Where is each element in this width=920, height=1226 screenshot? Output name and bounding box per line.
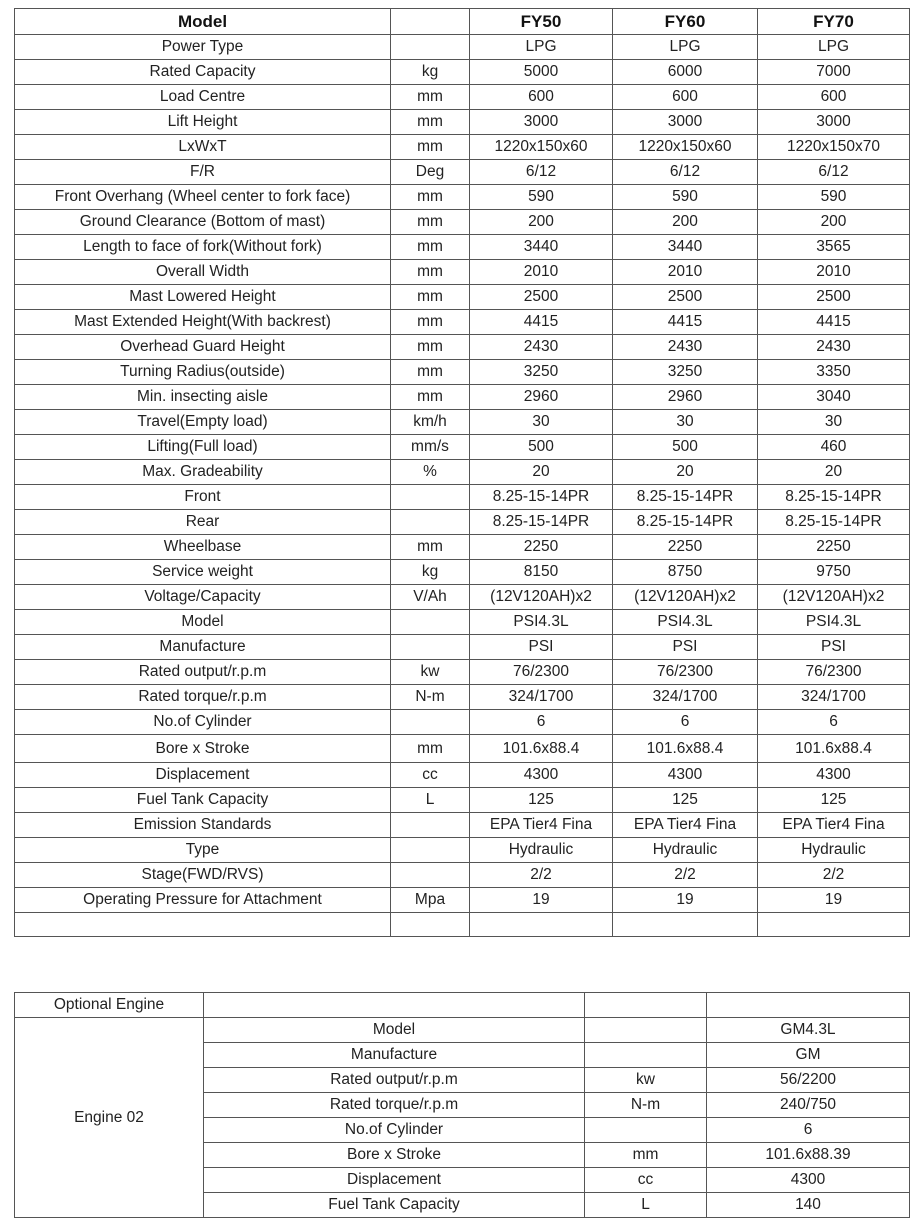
spec-label: Bore x Stroke (15, 735, 391, 763)
spec-value-fy70: 6/12 (758, 160, 910, 185)
spec-value-fy60: 76/2300 (613, 660, 758, 685)
spec-value-fy70: 460 (758, 435, 910, 460)
spec-value-fy50: 590 (470, 185, 613, 210)
spec-value-fy50: 8.25-15-14PR (470, 485, 613, 510)
spec-value-fy50: 6/12 (470, 160, 613, 185)
spec-value-fy50: 600 (470, 85, 613, 110)
spec-row (15, 360, 910, 385)
spec-label: Lift Height (15, 110, 391, 135)
spec-label: Emission Standards (15, 813, 391, 838)
spec-value-fy60: EPA Tier4 Fina (613, 813, 758, 838)
spec-value-fy60: 8750 (613, 560, 758, 585)
spec-row (15, 610, 910, 635)
spec-value-fy70: 76/2300 (758, 660, 910, 685)
spec-value-fy60: Hydraulic (613, 838, 758, 863)
spec-label: F/R (15, 160, 391, 185)
spec-value-fy50: 200 (470, 210, 613, 235)
spec-label: Fuel Tank Capacity (15, 788, 391, 813)
spec-label: Front Overhang (Wheel center to fork face) (15, 185, 391, 210)
spec-value-fy50: 6 (470, 710, 613, 735)
spec-value-fy60: 600 (613, 85, 758, 110)
spec-label: Power Type (15, 35, 391, 60)
spec-label: Lifting(Full load) (15, 435, 391, 460)
header-model-fy70: FY70 (758, 9, 910, 35)
spec-row (15, 110, 910, 135)
spec-unit (391, 710, 470, 735)
spec-value-fy60: 6/12 (613, 160, 758, 185)
spec-value-fy50: 101.6x88.4 (470, 735, 613, 763)
spec-unit: mm (391, 210, 470, 235)
spec-value-fy50: 4300 (470, 763, 613, 788)
spec-value-fy60: PSI (613, 635, 758, 660)
spec-label: Overall Width (15, 260, 391, 285)
optional-engine-value: GM4.3L (707, 1018, 910, 1043)
spec-value-fy70: 20 (758, 460, 910, 485)
spec-unit: mm (391, 135, 470, 160)
optional-engine-unit: kw (585, 1068, 707, 1093)
spec-label: Travel(Empty load) (15, 410, 391, 435)
optional-engine-unit: N-m (585, 1093, 707, 1118)
spec-unit: mm (391, 110, 470, 135)
optional-engine-row (15, 1018, 910, 1043)
spec-row (15, 335, 910, 360)
spec-unit (391, 913, 470, 937)
spec-value-fy50: 3000 (470, 110, 613, 135)
spec-value-fy60 (613, 913, 758, 937)
spec-value-fy70: 3040 (758, 385, 910, 410)
header-model-fy60: FY60 (613, 9, 758, 35)
spec-value-fy60: 2500 (613, 285, 758, 310)
spec-value-fy70: LPG (758, 35, 910, 60)
spec-value-fy70: 2250 (758, 535, 910, 560)
optional-engine-header-row (15, 993, 910, 1018)
spec-value-fy50: 30 (470, 410, 613, 435)
spec-label: Turning Radius(outside) (15, 360, 391, 385)
optional-engine-value: GM (707, 1043, 910, 1068)
spec-value-fy60: 200 (613, 210, 758, 235)
empty-cell (707, 993, 910, 1018)
spec-row (15, 385, 910, 410)
spec-value-fy50: 2250 (470, 535, 613, 560)
spec-label: Overhead Guard Height (15, 335, 391, 360)
optional-engine-label: Bore x Stroke (204, 1143, 585, 1168)
spec-value-fy60: LPG (613, 35, 758, 60)
spec-value-fy70 (758, 913, 910, 937)
spec-value-fy60: 1220x150x60 (613, 135, 758, 160)
spec-row (15, 763, 910, 788)
spec-label: Rated output/r.p.m (15, 660, 391, 685)
spec-row (15, 235, 910, 260)
spec-value-fy70: 101.6x88.4 (758, 735, 910, 763)
spec-value-fy60: 125 (613, 788, 758, 813)
spec-row (15, 135, 910, 160)
spec-unit: mm (391, 310, 470, 335)
spec-value-fy70: 2500 (758, 285, 910, 310)
spec-value-fy60: 590 (613, 185, 758, 210)
spec-value-fy70: 200 (758, 210, 910, 235)
optional-engine-label: Model (204, 1018, 585, 1043)
spec-value-fy50: PSI4.3L (470, 610, 613, 635)
spec-label: No.of Cylinder (15, 710, 391, 735)
spec-row (15, 813, 910, 838)
spec-value-fy70: Hydraulic (758, 838, 910, 863)
spec-unit: Mpa (391, 888, 470, 913)
spec-label: Ground Clearance (Bottom of mast) (15, 210, 391, 235)
spec-value-fy70: 3350 (758, 360, 910, 385)
spec-row (15, 535, 910, 560)
spec-unit (391, 863, 470, 888)
spec-row (15, 210, 910, 235)
spec-header-row (15, 9, 910, 35)
spec-value-fy70: 600 (758, 85, 910, 110)
spec-value-fy70: PSI4.3L (758, 610, 910, 635)
spec-value-fy70: 7000 (758, 60, 910, 85)
spec-value-fy60: 8.25-15-14PR (613, 510, 758, 535)
spec-unit (391, 813, 470, 838)
spec-unit: N-m (391, 685, 470, 710)
spec-row (15, 788, 910, 813)
optional-engine-value: 101.6x88.39 (707, 1143, 910, 1168)
spec-unit (391, 35, 470, 60)
spec-row (15, 685, 910, 710)
spec-row (15, 635, 910, 660)
spec-value-fy70: EPA Tier4 Fina (758, 813, 910, 838)
spec-value-fy70: 19 (758, 888, 910, 913)
spec-value-fy50: 4415 (470, 310, 613, 335)
spec-row (15, 560, 910, 585)
spec-value-fy60: 6 (613, 710, 758, 735)
spec-value-fy50: 19 (470, 888, 613, 913)
spec-label: Rated Capacity (15, 60, 391, 85)
spec-unit: L (391, 788, 470, 813)
spec-value-fy50: 20 (470, 460, 613, 485)
optional-engine-value: 140 (707, 1193, 910, 1218)
spec-value-fy60: 4300 (613, 763, 758, 788)
spec-value-fy60: 20 (613, 460, 758, 485)
spec-value-fy50: EPA Tier4 Fina (470, 813, 613, 838)
spec-unit: km/h (391, 410, 470, 435)
spec-unit: mm (391, 235, 470, 260)
spec-value-fy60: 2/2 (613, 863, 758, 888)
spec-value-fy60: 3250 (613, 360, 758, 385)
spec-value-fy60: 3000 (613, 110, 758, 135)
spec-label: Length to face of fork(Without fork) (15, 235, 391, 260)
optional-engine-unit: L (585, 1193, 707, 1218)
spec-label: Front (15, 485, 391, 510)
spec-label: Min. insecting aisle (15, 385, 391, 410)
spec-row (15, 60, 910, 85)
optional-engine-label: No.of Cylinder (204, 1118, 585, 1143)
optional-engine-unit: mm (585, 1143, 707, 1168)
spec-unit: mm/s (391, 435, 470, 460)
spec-unit (391, 510, 470, 535)
spec-value-fy50: 2010 (470, 260, 613, 285)
spec-value-fy70: 30 (758, 410, 910, 435)
spec-value-fy60: PSI4.3L (613, 610, 758, 635)
spec-table (14, 8, 910, 937)
engine-group-label: Engine 02 (15, 1018, 204, 1218)
spec-unit (391, 838, 470, 863)
empty-cell (585, 993, 707, 1018)
spec-value-fy50: 2430 (470, 335, 613, 360)
spec-value-fy70: 324/1700 (758, 685, 910, 710)
spec-unit: kg (391, 60, 470, 85)
spec-value-fy50: 125 (470, 788, 613, 813)
optional-engine-label: Rated torque/r.p.m (204, 1093, 585, 1118)
spec-table-body (15, 9, 910, 937)
spec-value-fy70: (12V120AH)x2 (758, 585, 910, 610)
spec-value-fy70: 8.25-15-14PR (758, 510, 910, 535)
spec-value-fy60: 6000 (613, 60, 758, 85)
optional-engine-unit: cc (585, 1168, 707, 1193)
spec-value-fy50: 324/1700 (470, 685, 613, 710)
spec-value-fy50: Hydraulic (470, 838, 613, 863)
spec-value-fy70: 2010 (758, 260, 910, 285)
spec-row (15, 863, 910, 888)
spec-row (15, 160, 910, 185)
spec-value-fy70: 125 (758, 788, 910, 813)
spec-value-fy60: 101.6x88.4 (613, 735, 758, 763)
spec-unit: Deg (391, 160, 470, 185)
optional-engine-label: Manufacture (204, 1043, 585, 1068)
spec-value-fy70: 4415 (758, 310, 910, 335)
spec-label: Wheelbase (15, 535, 391, 560)
spec-label: Operating Pressure for Attachment (15, 888, 391, 913)
spec-unit (391, 485, 470, 510)
spec-value-fy60: 4415 (613, 310, 758, 335)
optional-engine-label: Fuel Tank Capacity (204, 1193, 585, 1218)
spec-value-fy50: 1220x150x60 (470, 135, 613, 160)
spec-value-fy70: 2/2 (758, 863, 910, 888)
spec-unit (391, 635, 470, 660)
spec-value-fy70: 3000 (758, 110, 910, 135)
spec-row (15, 460, 910, 485)
spec-label: Displacement (15, 763, 391, 788)
spec-unit: cc (391, 763, 470, 788)
spec-label: Max. Gradeability (15, 460, 391, 485)
spec-value-fy70: 4300 (758, 763, 910, 788)
spec-value-fy60: 500 (613, 435, 758, 460)
spec-label (15, 913, 391, 937)
optional-engine-value: 56/2200 (707, 1068, 910, 1093)
optional-engine-unit (585, 1018, 707, 1043)
spec-row (15, 660, 910, 685)
spec-value-fy60: (12V120AH)x2 (613, 585, 758, 610)
spec-value-fy50: 8150 (470, 560, 613, 585)
spec-row (15, 735, 910, 763)
spec-unit: V/Ah (391, 585, 470, 610)
spec-row (15, 85, 910, 110)
spec-value-fy60: 30 (613, 410, 758, 435)
spec-value-fy70: 590 (758, 185, 910, 210)
spec-row (15, 510, 910, 535)
spec-value-fy70: 8.25-15-14PR (758, 485, 910, 510)
optional-engine-unit (585, 1118, 707, 1143)
spec-value-fy60: 19 (613, 888, 758, 913)
spec-row (15, 485, 910, 510)
spec-unit: mm (391, 260, 470, 285)
spec-row (15, 185, 910, 210)
spec-row (15, 35, 910, 60)
spec-unit: mm (391, 185, 470, 210)
optional-engine-value: 6 (707, 1118, 910, 1143)
spec-unit: mm (391, 85, 470, 110)
spec-value-fy70: 9750 (758, 560, 910, 585)
spec-value-fy60: 2250 (613, 535, 758, 560)
spec-value-fy70: PSI (758, 635, 910, 660)
spec-value-fy70: 6 (758, 710, 910, 735)
spec-row (15, 285, 910, 310)
spec-value-fy60: 2430 (613, 335, 758, 360)
spec-value-fy50: 5000 (470, 60, 613, 85)
spec-unit: kw (391, 660, 470, 685)
spec-label: Rear (15, 510, 391, 535)
empty-cell (204, 993, 585, 1018)
spec-row (15, 585, 910, 610)
spec-value-fy50 (470, 913, 613, 937)
spec-unit: mm (391, 535, 470, 560)
spec-label: Service weight (15, 560, 391, 585)
spec-unit: mm (391, 385, 470, 410)
spec-unit: mm (391, 360, 470, 385)
spec-value-fy60: 8.25-15-14PR (613, 485, 758, 510)
spec-row (15, 435, 910, 460)
spec-row (15, 310, 910, 335)
spec-label: LxWxT (15, 135, 391, 160)
spec-row (15, 913, 910, 937)
spec-unit: % (391, 460, 470, 485)
spec-value-fy60: 324/1700 (613, 685, 758, 710)
spec-unit: mm (391, 285, 470, 310)
spec-value-fy50: 76/2300 (470, 660, 613, 685)
spec-row (15, 410, 910, 435)
optional-engine-unit (585, 1043, 707, 1068)
spec-value-fy70: 2430 (758, 335, 910, 360)
spec-value-fy50: 2500 (470, 285, 613, 310)
spec-label: Mast Extended Height(With backrest) (15, 310, 391, 335)
spec-value-fy70: 3565 (758, 235, 910, 260)
optional-engine-label: Displacement (204, 1168, 585, 1193)
optional-engine-title: Optional Engine (15, 993, 204, 1018)
spec-value-fy50: 8.25-15-14PR (470, 510, 613, 535)
spec-row (15, 888, 910, 913)
optional-engine-body (15, 993, 910, 1218)
optional-engine-value: 4300 (707, 1168, 910, 1193)
spec-row (15, 838, 910, 863)
spec-row (15, 260, 910, 285)
optional-engine-value: 240/750 (707, 1093, 910, 1118)
spec-value-fy50: 3250 (470, 360, 613, 385)
spec-value-fy50: PSI (470, 635, 613, 660)
spec-value-fy50: 3440 (470, 235, 613, 260)
spec-label: Stage(FWD/RVS) (15, 863, 391, 888)
optional-engine-label: Rated output/r.p.m (204, 1068, 585, 1093)
header-unit (391, 9, 470, 35)
spec-value-fy60: 2010 (613, 260, 758, 285)
spec-unit: mm (391, 735, 470, 763)
spec-value-fy50: LPG (470, 35, 613, 60)
spec-value-fy50: 2/2 (470, 863, 613, 888)
spec-label: Mast Lowered Height (15, 285, 391, 310)
spec-label: Type (15, 838, 391, 863)
header-model-label: Model (15, 9, 391, 35)
header-model-fy50: FY50 (470, 9, 613, 35)
spec-value-fy70: 1220x150x70 (758, 135, 910, 160)
spec-value-fy50: (12V120AH)x2 (470, 585, 613, 610)
spec-value-fy50: 500 (470, 435, 613, 460)
spec-label: Model (15, 610, 391, 635)
spec-row (15, 710, 910, 735)
optional-engine-table (14, 992, 910, 1218)
spec-value-fy50: 2960 (470, 385, 613, 410)
spec-label: Voltage/Capacity (15, 585, 391, 610)
spec-unit: kg (391, 560, 470, 585)
spec-label: Rated torque/r.p.m (15, 685, 391, 710)
spec-value-fy60: 3440 (613, 235, 758, 260)
spec-unit (391, 610, 470, 635)
spec-label: Load Centre (15, 85, 391, 110)
spec-label: Manufacture (15, 635, 391, 660)
spec-value-fy60: 2960 (613, 385, 758, 410)
spec-unit: mm (391, 335, 470, 360)
